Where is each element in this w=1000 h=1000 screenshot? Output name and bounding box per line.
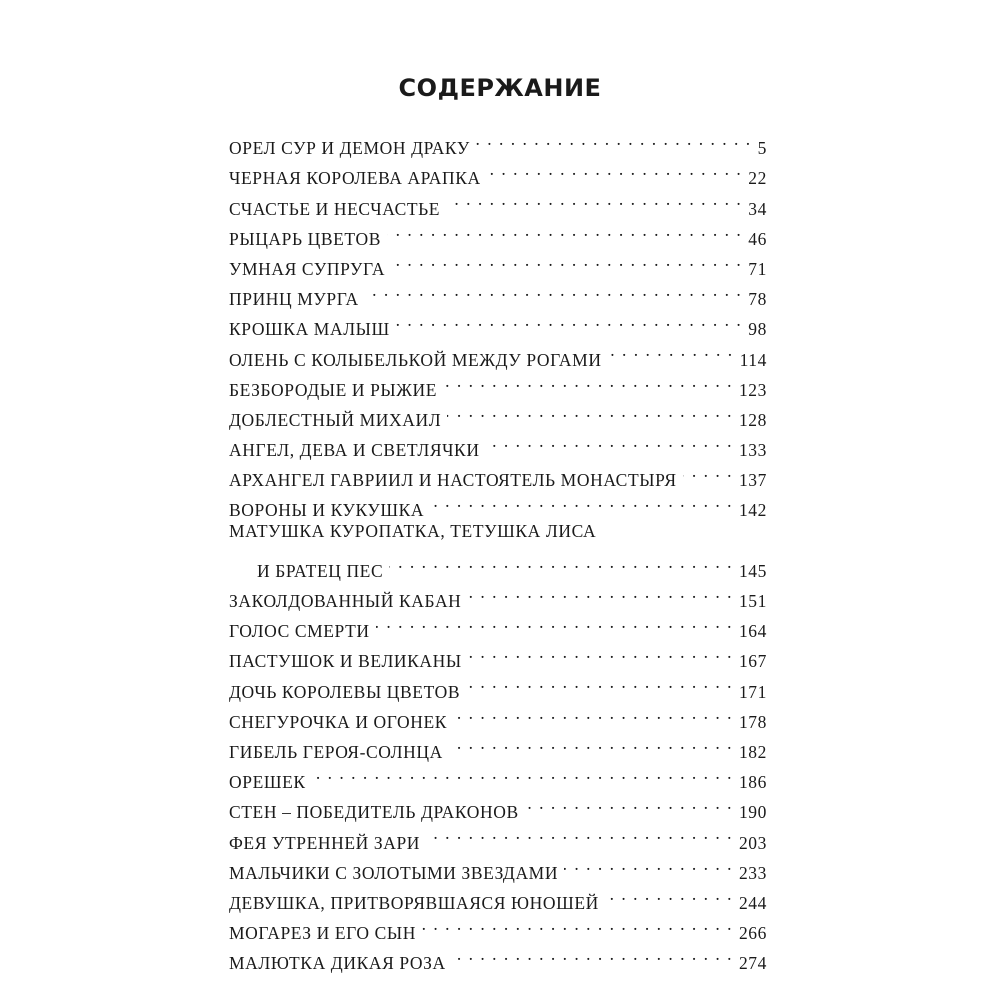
dot-leader [387,215,742,245]
toc-entry-page: 171 [738,681,767,702]
toc-entry-title: ПАСТУШОК И ВЕЛИКАНЫ [229,651,462,672]
toc-entry-page: 274 [738,953,767,974]
toc-entry-page: 46 [748,228,767,249]
toc-entry-page: 145 [738,560,767,581]
toc-list [229,124,767,974]
dot-leader [564,849,733,879]
dot-leader [466,667,733,697]
toc-entry-title: ДЕВУШКА, ПРИТВОРЯВШАЯСЯ ЮНОШЕЙ [229,892,599,913]
dot-leader [426,818,733,848]
dot-leader [365,275,743,305]
toc-entry-title: СЧАСТЬЕ И НЕСЧАСТЬЕ [229,198,441,219]
toc-entry-page: 5 [757,138,767,159]
toc-entry-title: АНГЕЛ, ДЕВА И СВЕТЛЯЧКИ [229,440,480,461]
toc-entry-page: 34 [748,198,767,219]
toc-entry-title: АРХАНГЕЛ ГАВРИИЛ И НАСТОЯТЕЛЬ МОНАСТЫРЯ [229,470,677,491]
toc-entry-title: РЫЦАРЬ ЦВЕТОВ [229,228,381,249]
dot-leader [447,396,733,426]
toc-entry-page: 137 [738,470,767,491]
toc-entry-page: 151 [738,591,767,611]
toc-entry-title: СТЕН – ПОБЕДИТЕЛЬ ДРАКОНОВ [229,802,519,823]
dot-leader [525,788,733,818]
dot-leader [389,547,733,577]
toc-entry-page: 178 [738,711,767,732]
dot-leader [453,698,733,728]
dot-leader [452,939,733,969]
toc-entry-title: ГОЛОС СМЕРТИ [229,621,370,642]
toc-entry-page: 142 [738,500,767,521]
dot-leader [683,456,733,486]
toc-entry-page: 186 [738,772,767,793]
toc-entry-title: КРОШКА МАЛЫШ [229,319,390,340]
dot-leader [476,124,752,154]
toc-entry-page: 78 [748,289,767,310]
toc-entry-title: ЧЕРНАЯ КОРОЛЕВА АРАПКА [229,168,481,189]
toc-entry-page: 71 [748,258,767,279]
toc-entry-title: ОЛЕНЬ С КОЛЫБЕЛЬКОЙ МЕЖДУ РОГАМИ [229,349,602,370]
toc-entry-page: 182 [738,741,767,762]
toc-entry-page: 22 [748,168,767,189]
toc-entry-page: 133 [738,440,767,461]
toc-entry-title: МАЛЮТКА ДИКАЯ РОЗА [229,953,446,974]
dot-leader [443,366,733,396]
toc-entry-page: 128 [738,409,767,430]
toc-entry-title: ДОБЛЕСТНЫЙ МИХАИЛ [229,409,442,430]
toc-entry-title: МАТУШКА КУРОПАТКА, ТЕТУШКА ЛИСА [229,521,597,542]
dot-leader [608,335,734,365]
dot-leader [605,879,733,909]
dot-leader [446,184,742,214]
toc-entry-title: ОРЕЛ СУР И ДЕМОН ДРАКУ [229,138,470,159]
toc-entry-title: ДОЧЬ КОРОЛЕВЫ ЦВЕТОВ [229,681,461,702]
toc-entry-page: 123 [738,379,767,400]
dot-leader [486,426,733,456]
toc-entry-page: 266 [738,923,767,944]
dot-leader [487,154,743,184]
toc-entry-page: 164 [738,621,767,642]
toc-entry-title: ПРИНЦ МУРГА [229,289,359,310]
dot-leader [449,728,733,758]
toc-entry-page: 233 [738,862,767,883]
toc-entry-title: ФЕЯ УТРЕННЕЙ ЗАРИ [229,832,421,853]
toc-entry-title: ГИБЕЛЬ ГЕРОЯ-СОЛНЦА [229,741,443,762]
dot-leader [376,607,733,637]
toc-entry-continuation [229,547,767,581]
toc-entry-title: ВОРОНЫ И КУКУШКА [229,500,425,521]
dot-leader [468,637,733,667]
dot-leader [391,245,742,275]
toc-entry-page: 244 [738,892,767,913]
dot-leader [467,577,733,607]
toc-entry-page: 203 [738,832,767,853]
dot-leader [396,305,743,335]
page-title: СОДЕРЖАНИЕ [398,74,602,102]
toc-entry-page: 114 [739,349,767,370]
dot-leader [422,909,733,939]
toc-entry-page: 167 [738,651,767,672]
toc-entry [229,788,767,823]
toc-entry-page: 190 [738,802,767,823]
toc-entry-title: БЕЗБОРОДЫЕ И РЫЖИЕ [229,379,438,400]
toc-entry-title: УМНАЯ СУПРУГА [229,258,386,279]
toc-entry-title: МАЛЬЧИКИ С ЗОЛОТЫМИ ЗВЕЗДАМИ [229,862,559,883]
toc-entry-title: ЗАКОЛДОВАННЫЙ КАБАН [229,591,462,611]
dot-leader [430,486,733,516]
toc-entry-title: МОГАРЕЗ И ЕГО СЫН [229,923,416,944]
toc-entry [229,516,767,546]
toc-entry-title: СНЕГУРОЧКА И ОГОНЕК [229,711,448,732]
toc-entry-title: ОРЕШЕК [229,772,306,793]
toc-entry-title-cont: И БРАТЕЦ ПЕС [257,560,384,581]
toc-entry [229,124,767,159]
toc-entry-page: 98 [748,319,767,340]
dot-leader [312,758,733,788]
